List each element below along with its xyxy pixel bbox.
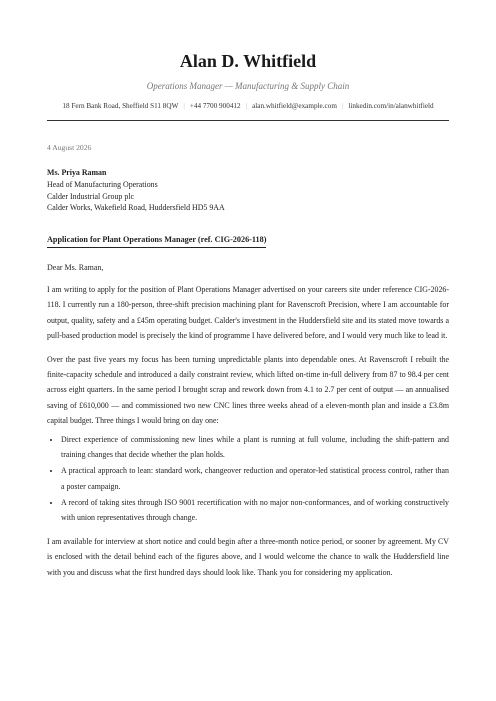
recipient-name: Ms. Priya Raman bbox=[47, 168, 107, 177]
contact-line bbox=[47, 101, 449, 111]
header-divider bbox=[47, 120, 449, 121]
body-paragraph: Over the past five years my focus has been turning unpredictable plants into dependable ones. At Ravenscroft I rebuilt the finite-capacity schedule and introduced a daily constraint review, which lifted on-time in-full delivery from 87 to 98.4 per cent across eight quarters. In the same period I brought scrap and rework down from 4.1 to 2.7 per cent of output — an annualised saving of £610,000 — and commissioned two new CNC lines three weeks ahead of a eleven-month plan and inside a £3.8m capital budget. Three things I would bring on day one: bbox=[47, 355, 449, 425]
subject-line: Application for Plant Operations Manager (ref. CIG-2026-118) bbox=[47, 234, 266, 248]
contact-email[interactable]: alan.whitfield@example.com bbox=[252, 102, 337, 110]
list-item: • A practical approach to lean: standard work, changeover reduction and operator-led statistical process control, rather than a poster campaign. bbox=[61, 463, 449, 493]
contact-linkedin[interactable]: linkedin.com/in/alanwhitfield bbox=[348, 102, 434, 110]
contact-separator: | bbox=[245, 102, 248, 110]
contact-phone: +44 7700 900412 bbox=[189, 102, 241, 110]
highlights-list bbox=[47, 432, 449, 525]
sender-tagline: Operations Manager — Manufacturing & Supply Chain bbox=[146, 81, 350, 91]
recipient-title: Head of Manufacturing Operations bbox=[47, 179, 158, 189]
closing-paragraph: I am available for interview at short notice and could begin after a three-month notice period, or sooner by agreement. My CV is enclosed with the detail behind each of the figures above, and I would welcome the chance to walk the Huddersfield line with you and discuss what the first hundred days should look like. Thank you for considering my application. bbox=[47, 537, 449, 577]
recipient-address: Calder Works, Wakefield Road, Huddersfield HD5 9AA bbox=[47, 203, 225, 213]
list-item: • A record of taking sites through ISO 9001 recertification with no major non-conformances, and of working constructively with union representatives through change. bbox=[61, 495, 449, 525]
contact-address: 18 Fern Bank Road, Sheffield S11 8QW bbox=[62, 102, 179, 110]
sender-name: Alan D. Whitfield bbox=[179, 51, 317, 71]
recipient-company: Calder Industrial Group plc bbox=[47, 191, 134, 201]
letter-date: 4 August 2026 bbox=[47, 143, 92, 152]
contact-separator: | bbox=[341, 102, 344, 110]
list-item: • Direct experience of commissioning new lines while a plant is running at full volume, including the shift-pattern and training changes that decide whether the plan holds. bbox=[61, 432, 449, 462]
salutation: Dear Ms. Raman, bbox=[47, 263, 104, 273]
recipient-block bbox=[47, 167, 449, 214]
body-paragraph: I am writing to apply for the position of Plant Operations Manager advertised on your careers site under reference CIG-2026-118. I currently run a 180-person, three-shift precision machining plant for Ravenscroft Precision, where I am accountable for output, quality, safety and a £45m operating budget. Calder's investment in the Huddersfield site and its stated move towards a pull-based production model is precisely the kind of programme I have delivered before, and I would very much like to lead it. bbox=[47, 285, 449, 340]
contact-separator: | bbox=[183, 102, 185, 110]
